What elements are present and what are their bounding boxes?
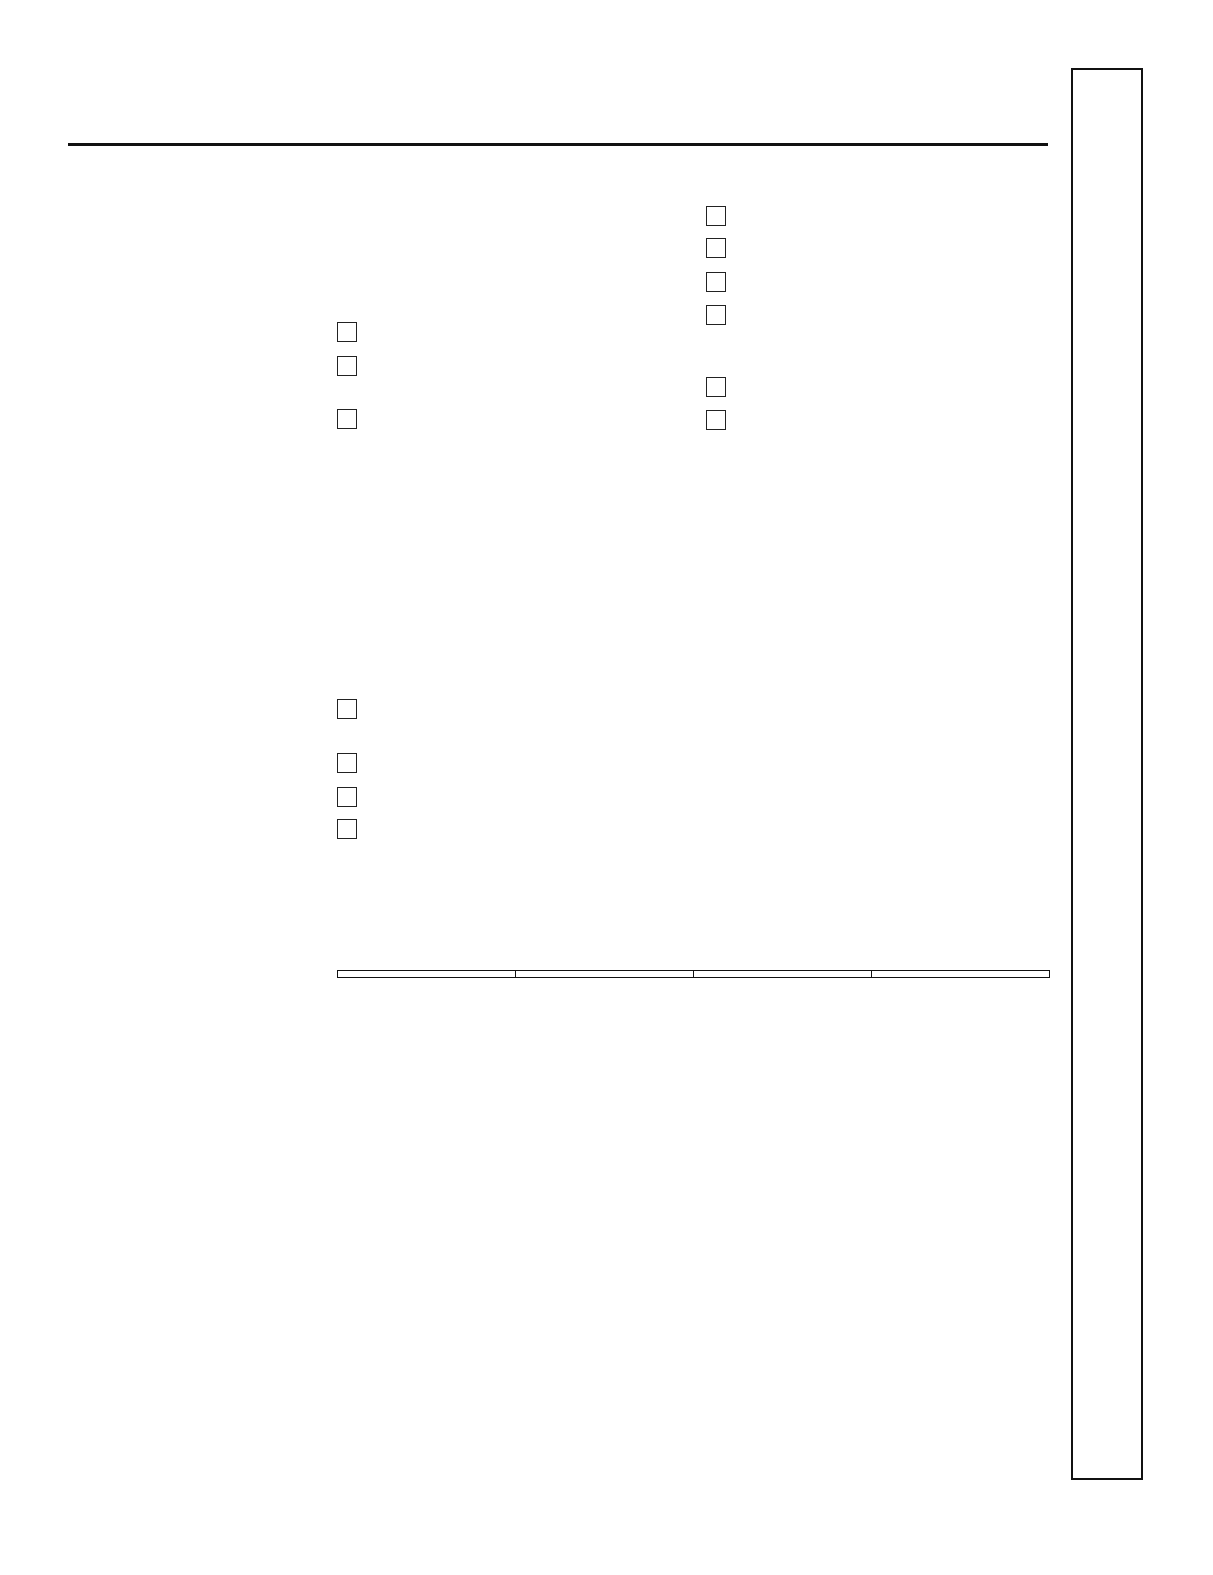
step-number xyxy=(706,410,726,430)
step-10 xyxy=(706,271,1046,293)
table-header-row xyxy=(338,971,1050,978)
step-5 xyxy=(337,752,677,774)
header-minutes xyxy=(516,971,694,978)
step-number xyxy=(337,787,357,807)
step-4 xyxy=(337,698,677,742)
step-3 xyxy=(337,408,682,688)
step-8 xyxy=(706,205,1046,227)
section-sidebar xyxy=(1071,68,1143,1480)
header-oven-temp xyxy=(694,971,872,978)
step-11 xyxy=(706,304,1046,368)
step-number xyxy=(706,272,726,292)
step-7 xyxy=(337,818,677,862)
step-number xyxy=(337,699,357,719)
step-number xyxy=(337,409,357,429)
step-number xyxy=(706,305,726,325)
header-internal-temp xyxy=(872,971,1050,978)
step-number xyxy=(706,377,726,397)
step-2 xyxy=(337,355,677,399)
step-9 xyxy=(706,237,1046,259)
step-13 xyxy=(706,409,1046,431)
step-number xyxy=(337,753,357,773)
header-meats xyxy=(338,971,516,978)
step-number xyxy=(337,322,357,342)
step-6 xyxy=(337,786,677,808)
roasting-guide-table xyxy=(337,970,1050,978)
step-1 xyxy=(337,321,677,343)
step-number xyxy=(706,206,726,226)
step-12 xyxy=(706,376,1046,398)
step-number xyxy=(706,238,726,258)
step-number xyxy=(337,819,357,839)
step-number xyxy=(337,356,357,376)
header-rule xyxy=(68,143,1048,146)
